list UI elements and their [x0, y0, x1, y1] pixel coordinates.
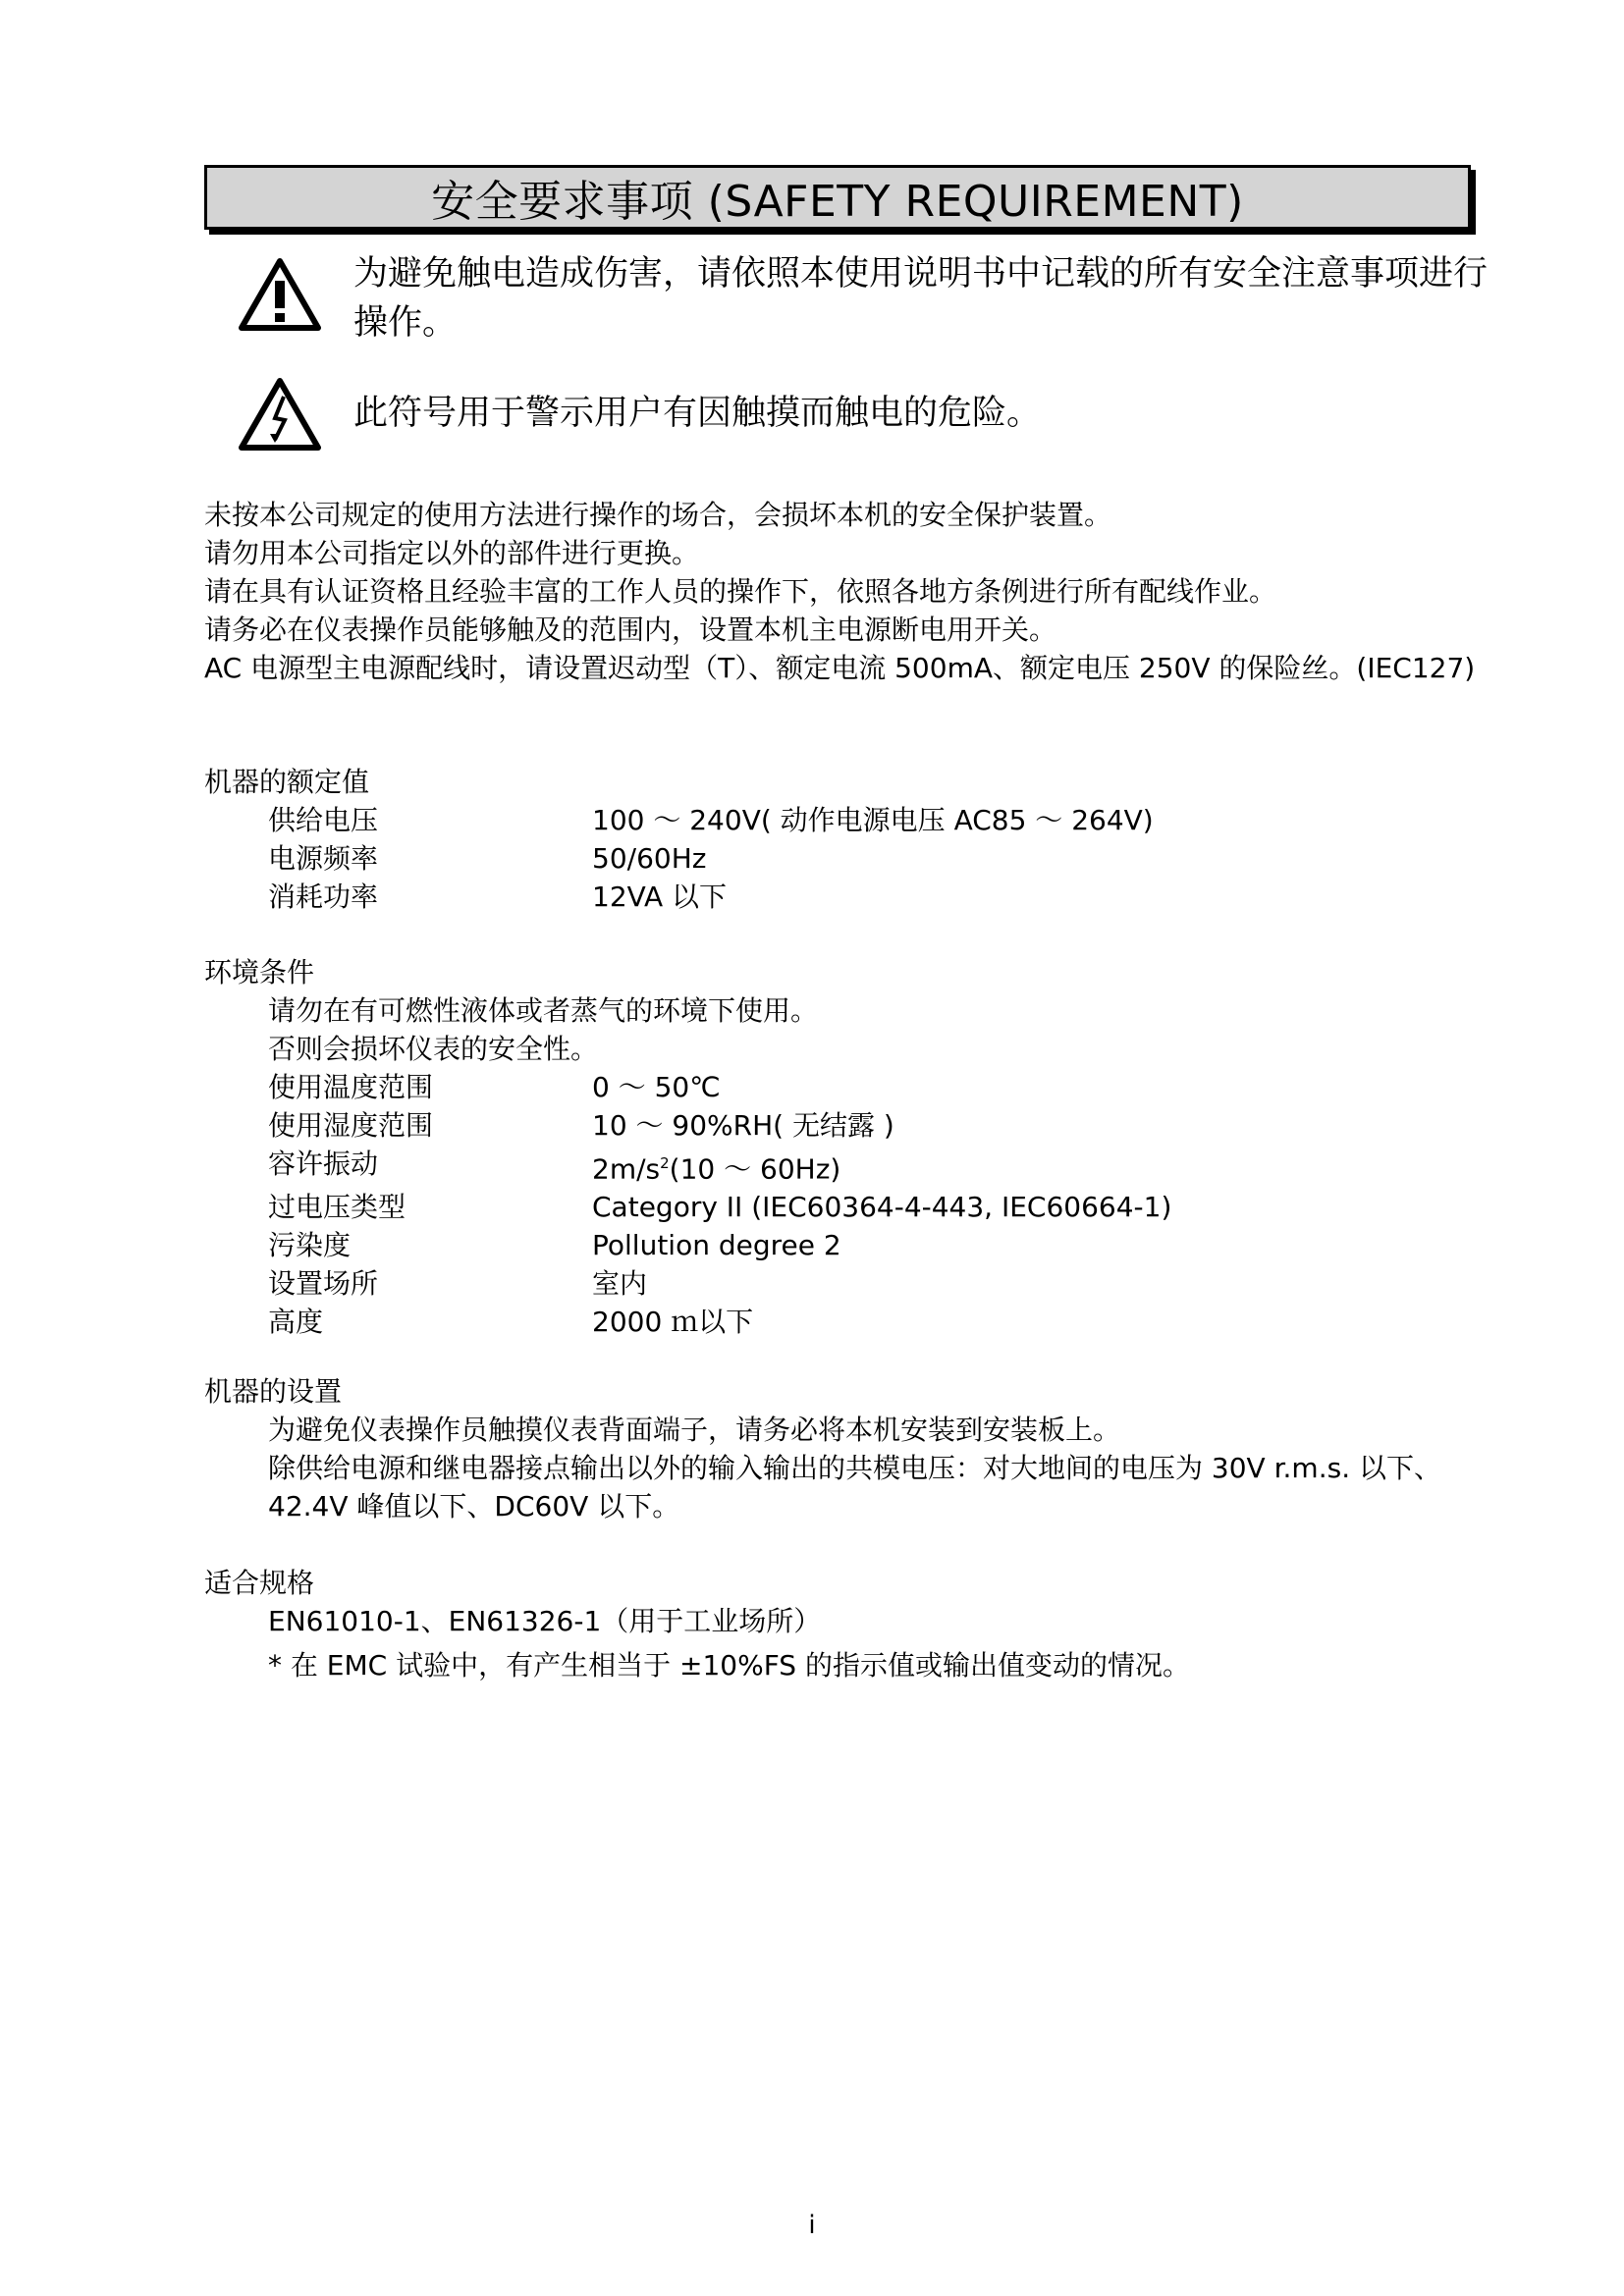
- vibration-unit: 2m/s: [592, 1152, 661, 1186]
- rating-label: 电源频率: [268, 842, 379, 875]
- environment-label: 使用湿度范围: [268, 1109, 434, 1142]
- page-title-text: 安全要求事项 (SAFETY REQUIREMENT): [431, 177, 1244, 227]
- environment-label: 污染度: [268, 1229, 352, 1262]
- rating-value: 50/60Hz: [592, 842, 707, 875]
- environment-value: 室内: [592, 1267, 648, 1301]
- environment-label: 使用温度范围: [268, 1071, 434, 1103]
- environment-row: [268, 1264, 1481, 1303]
- rating-label: 供给电压: [268, 804, 379, 836]
- shock-warning: [238, 377, 1492, 452]
- environment-label: 过电压类型: [268, 1191, 406, 1224]
- safety-instructions: [204, 496, 1481, 687]
- vibration-unit-exponent: 2: [660, 1154, 670, 1172]
- environment-row: [268, 1106, 1481, 1145]
- environment-value: Pollution degree 2: [592, 1229, 841, 1262]
- environment-label: 容许振动: [268, 1148, 379, 1180]
- environment-heading: 环境条件: [204, 956, 315, 988]
- rating-row: [268, 839, 1481, 878]
- shock-warning-text: 此符号用于警示用户有因触摸而触电的危险。: [353, 394, 1042, 433]
- environment-label: 高度: [268, 1306, 324, 1339]
- environment-value: 10 ～ 90%RH( 无结露 ): [592, 1109, 894, 1142]
- page-number: i: [808, 2211, 816, 2240]
- rating-row: [268, 878, 1481, 916]
- environment-row: [268, 1068, 1481, 1106]
- ratings-section: [204, 763, 1481, 916]
- environment-value: [592, 1145, 1481, 1188]
- rating-label: 消耗功率: [268, 881, 379, 913]
- instruction-line: 请在具有认证资格且经验丰富的工作人员的操作下，依照各地方条例进行所有配线作业。: [204, 575, 1277, 608]
- environment-note: 请勿在有可燃性液体或者蒸气的环境下使用。: [268, 994, 819, 1027]
- environment-section: [204, 953, 1481, 1341]
- vibration-range: (10 ～ 60Hz): [669, 1152, 841, 1186]
- environment-row: [268, 1188, 1481, 1226]
- installation-line: 为避免仪表操作员触摸仪表背面端子，请务必将本机安装到安装板上。: [268, 1414, 1121, 1446]
- ratings-heading: 机器的额定值: [204, 766, 370, 798]
- instruction-line: 请勿用本公司指定以外的部件进行更换。: [204, 537, 700, 569]
- instruction-line: AC 电源型主电源配线时，请设置迟动型（T）、额定电流 500mA、额定电压 250V 的保险丝。(IEC127): [204, 652, 1476, 684]
- general-warning-text: 为避免触电造成伤害，请依照本使用说明书中记载的所有安全注意事项进行操作。: [353, 254, 1489, 343]
- rating-value: 12VA 以下: [592, 881, 728, 913]
- electric-shock-warning-icon: [238, 377, 322, 452]
- general-warning: [238, 254, 1492, 347]
- environment-row: [268, 1145, 1481, 1188]
- installation-section: [204, 1372, 1481, 1525]
- environment-value: Category II (IEC60364-4-443, IEC60664-1): [592, 1191, 1172, 1224]
- emc-note: * 在 EMC 试验中，有产生相当于 ±10%FS 的指示值或输出值变动的情况。: [268, 1649, 1190, 1682]
- standards-heading: 适合规格: [204, 1567, 315, 1599]
- rating-value: 100 ～ 240V( 动作电源电压 AC85 ～ 264V): [592, 804, 1154, 836]
- instruction-line: 未按本公司规定的使用方法进行操作的场合，会损坏本机的安全保护装置。: [204, 499, 1112, 531]
- installation-line: 除供给电源和继电器接点输出以外的输入输出的共模电压：对大地间的电压为 30V r.m.s. 以下、42.4V 峰值以下、DC60V 以下。: [268, 1452, 1441, 1522]
- environment-value: 0 ～ 50℃: [592, 1071, 721, 1103]
- environment-value: 2000 ｍ以下: [592, 1306, 754, 1339]
- environment-note: 否则会损坏仪表的安全性。: [268, 1033, 599, 1065]
- standards-line: EN61010-1、EN61326-1（用于工业场所）: [268, 1605, 822, 1637]
- instruction-line: 请务必在仪表操作员能够触及的范围内，设置本机主电源断电用开关。: [204, 614, 1057, 646]
- environment-row: [268, 1303, 1481, 1341]
- environment-label: 设置场所: [268, 1267, 379, 1301]
- installation-heading: 机器的设置: [204, 1375, 343, 1408]
- exclamation-warning-icon: [238, 257, 322, 332]
- rating-row: [268, 801, 1481, 839]
- environment-row: [268, 1226, 1481, 1264]
- standards-section: [204, 1564, 1481, 1684]
- page-title: [204, 165, 1471, 230]
